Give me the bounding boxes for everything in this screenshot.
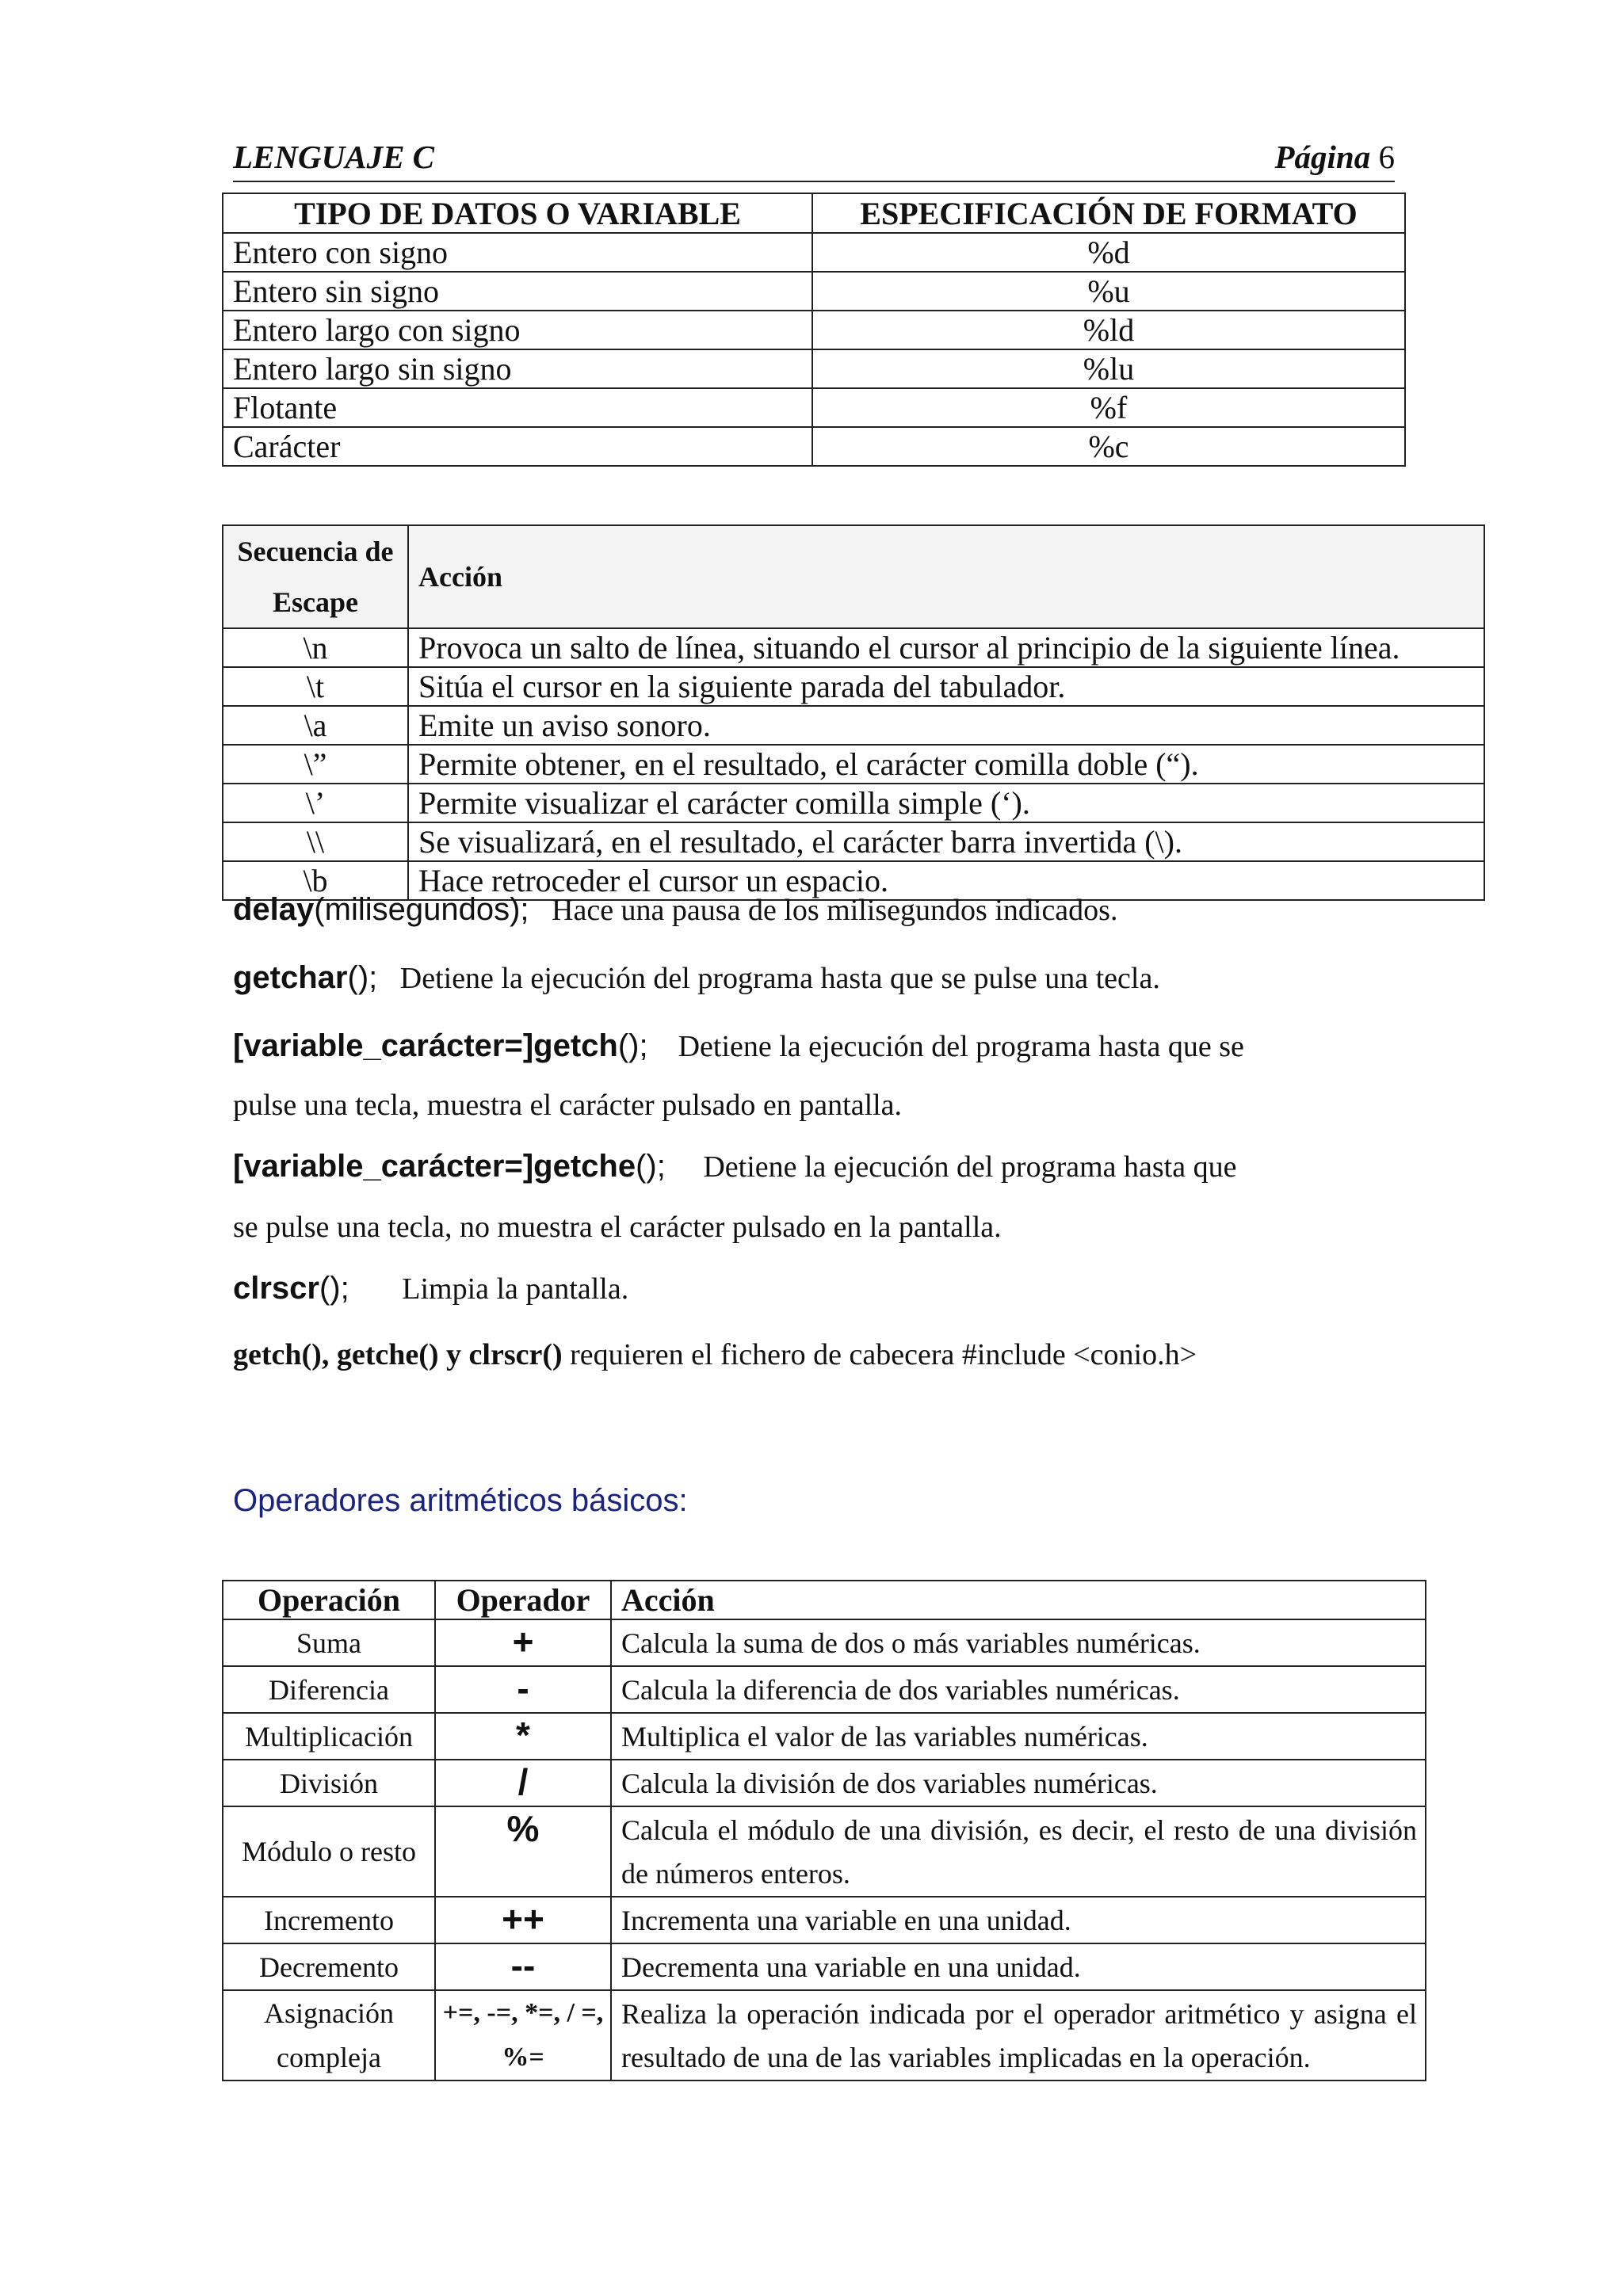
action-cell: Provoca un salto de línea, situando el cursor al principio de la siguiente línea. (408, 628, 1484, 667)
table-row (223, 1760, 1426, 1806)
data-type-cell: Flotante (223, 388, 812, 427)
function-description: Detiene la ejecución del programa hasta que se (678, 1030, 1244, 1063)
table-header-row (223, 193, 1405, 233)
table-row (223, 628, 1484, 667)
column-header-action: Acción (408, 525, 1484, 628)
note-text: requieren el fichero de cabecera #include <conio.h> (562, 1338, 1197, 1371)
action-cell: Hace retroceder el cursor un espacio. (408, 861, 1484, 900)
action-cell: Calcula la división de dos variables numéricas. (611, 1760, 1426, 1806)
function-name: delay (233, 892, 315, 927)
action-cell: Calcula el módulo de una división, es decir, el resto de una división de números enteros. (611, 1806, 1426, 1897)
operation-cell: División (223, 1760, 435, 1806)
operator-cell: / (435, 1760, 611, 1806)
table-row (223, 427, 1405, 466)
data-type-cell: Entero con signo (223, 233, 812, 272)
function-description: Limpia la pantalla. (402, 1272, 629, 1306)
table-row (223, 784, 1484, 822)
function-args: (); (617, 1028, 648, 1063)
function-description: Detiene la ejecución del programa hasta que se pulse una tecla. (399, 962, 1160, 995)
page-label: Página (1274, 139, 1371, 175)
escape-cell: \b (223, 861, 408, 900)
operation-cell: Decremento (223, 1943, 435, 1990)
arithmetic-operators-table (222, 1580, 1426, 2081)
action-cell: Calcula la diferencia de dos variables numéricas. (611, 1666, 1426, 1713)
format-cell: %lu (812, 349, 1405, 388)
table-row (223, 1806, 1426, 1897)
header-line: Escape (273, 586, 358, 618)
function-name: clrscr (233, 1271, 319, 1306)
table-header-row (223, 525, 1484, 628)
operation-cell: Módulo o resto (223, 1806, 435, 1897)
table-row (223, 272, 1405, 311)
column-header-action: Acción (611, 1581, 1426, 1619)
conio-note (233, 1337, 1197, 1372)
table-row (223, 822, 1484, 861)
operator-cell: ++ (435, 1897, 611, 1943)
action-cell: Decrementa una variable en una unidad. (611, 1943, 1426, 1990)
action-cell: Calcula la suma de dos o más variables numéricas. (611, 1619, 1426, 1666)
data-type-cell: Carácter (223, 427, 812, 466)
action-cell: Emite un aviso sonoro. (408, 706, 1484, 745)
table-row (223, 745, 1484, 784)
table-row (223, 233, 1405, 272)
escape-cell: \a (223, 706, 408, 745)
table-row (223, 1990, 1426, 2081)
function-args: (milisegundos); (314, 892, 529, 927)
escape-cell: \t (223, 667, 408, 706)
function-getch-continuation: pulse una tecla, muestra el carácter pulsado en pantalla. (233, 1089, 903, 1122)
escape-cell: \’ (223, 784, 408, 822)
operation-cell: Multiplicación (223, 1713, 435, 1760)
column-header-operation: Operación (223, 1581, 435, 1619)
function-args: (); (347, 960, 378, 995)
action-cell: Sitúa el cursor en la siguiente parada del tabulador. (408, 667, 1484, 706)
operator-cell: +=, -=, *=, / =, %= (435, 1990, 611, 2081)
operator-cell: + (435, 1619, 611, 1666)
format-specifier-table (222, 193, 1406, 467)
function-getche (233, 1149, 1236, 1184)
operator-cell: -- (435, 1943, 611, 1990)
function-description: Hace una pausa de los milisegundos indicados. (552, 894, 1118, 927)
action-cell: Permite visualizar el carácter comilla simple (‘). (408, 784, 1484, 822)
format-cell: %c (812, 427, 1405, 466)
function-args: (); (319, 1271, 349, 1306)
function-args: (); (636, 1149, 666, 1184)
function-description: Detiene la ejecución del programa hasta que (703, 1150, 1237, 1184)
data-type-cell: Entero largo sin signo (223, 349, 812, 388)
operation-cell: Incremento (223, 1897, 435, 1943)
table-row (223, 311, 1405, 349)
function-getche-continuation: se pulse una tecla, no muestra el carácter pulsado en la pantalla. (233, 1211, 1002, 1244)
function-name: [variable_carácter=]getch (233, 1028, 618, 1063)
operation-cell: Asignación compleja (223, 1990, 435, 2081)
operation-cell: Diferencia (223, 1666, 435, 1713)
operator-cell: * (435, 1713, 611, 1760)
action-cell: Se visualizará, en el resultado, el carácter barra invertida (\). (408, 822, 1484, 861)
table-header-row (223, 1581, 1426, 1619)
column-header: ESPECIFICACIÓN DE FORMATO (812, 193, 1405, 233)
column-header: TIPO DE DATOS O VARIABLE (223, 193, 812, 233)
format-cell: %d (812, 233, 1405, 272)
action-cell: Multiplica el valor de las variables numéricas. (611, 1713, 1426, 1760)
table-row (223, 388, 1405, 427)
section-title: Operadores aritméticos básicos: (233, 1483, 688, 1518)
document-title: LENGUAJE C (233, 139, 435, 175)
function-getch (233, 1028, 1244, 1064)
function-name: getchar (233, 960, 348, 995)
table-row (223, 1713, 1426, 1760)
table-row (223, 349, 1405, 388)
function-name: [variable_carácter=]getche (233, 1149, 636, 1184)
table-row (223, 1943, 1426, 1990)
function-clrscr (233, 1271, 628, 1306)
escape-cell: \n (223, 628, 408, 667)
format-cell: %ld (812, 311, 1405, 349)
table-row (223, 667, 1484, 706)
note-functions: getch(), getche() y clrscr() (233, 1338, 563, 1371)
column-header-sequence (223, 525, 408, 628)
table-row (223, 1666, 1426, 1713)
table-row (223, 1619, 1426, 1666)
page-indicator (1275, 138, 1396, 176)
page-number: 6 (1378, 139, 1395, 175)
header-line: Secuencia de (237, 536, 394, 567)
format-cell: %u (812, 272, 1405, 311)
table-row (223, 1897, 1426, 1943)
escape-cell: \\ (223, 822, 408, 861)
page-header (233, 136, 1395, 182)
action-cell: Permite obtener, en el resultado, el carácter comilla doble (“). (408, 745, 1484, 784)
operation-cell: Suma (223, 1619, 435, 1666)
operator-cell: - (435, 1666, 611, 1713)
data-type-cell: Entero largo con signo (223, 311, 812, 349)
escape-sequence-table (222, 524, 1485, 901)
escape-cell: \” (223, 745, 408, 784)
column-header-operator: Operador (435, 1581, 611, 1619)
operator-cell: % (435, 1806, 611, 1897)
action-cell: Realiza la operación indicada por el operador aritmético y asigna el resultado de una de las variables implicadas en la operación. (611, 1990, 1426, 2081)
action-cell: Incrementa una variable en una unidad. (611, 1897, 1426, 1943)
function-getchar (233, 960, 1160, 996)
format-cell: %f (812, 388, 1405, 427)
table-row (223, 706, 1484, 745)
data-type-cell: Entero sin signo (223, 272, 812, 311)
function-delay (233, 892, 1117, 928)
